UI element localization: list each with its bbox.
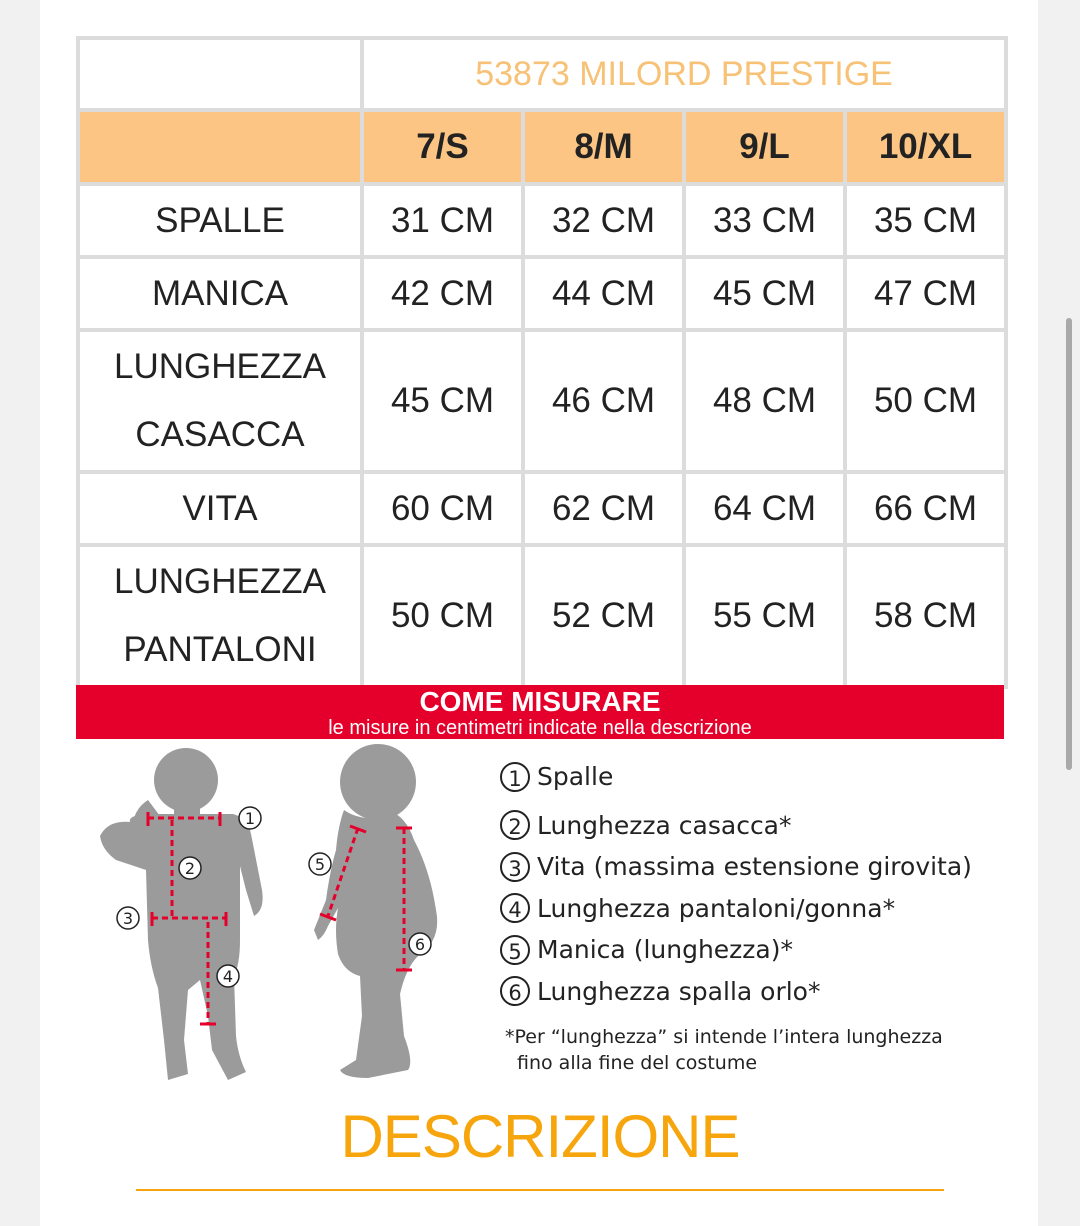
legend-item	[500, 805, 1010, 847]
table-cell: 32 CM	[523, 184, 684, 257]
size-header: 7/S	[362, 110, 523, 184]
marker-label: 6	[414, 935, 426, 954]
marker-6	[409, 933, 431, 955]
size-header: 9/L	[684, 110, 845, 184]
legend-item	[500, 888, 1010, 930]
table-cell: 31 CM	[362, 184, 523, 257]
size-header-row	[78, 110, 1006, 184]
legend-number: 3	[500, 852, 530, 882]
table-cell: 42 CM	[362, 257, 523, 330]
table-cell: 62 CM	[523, 472, 684, 545]
legend-item	[500, 971, 1010, 1013]
marker-label: 5	[314, 855, 326, 874]
note-line: *Per “lunghezza” si intende l’intera lunghezza	[505, 1026, 943, 1048]
legend-text: Spalle	[537, 762, 614, 792]
legend-number: 1	[500, 762, 530, 792]
legend-number: 5	[500, 935, 530, 965]
product-title: 53873 MILORD PRESTIGE	[362, 38, 1006, 110]
table-cell: 48 CM	[684, 330, 845, 472]
row-label-line: CASACCA	[135, 415, 305, 454]
description-divider	[136, 1189, 944, 1191]
table-cell: 45 CM	[362, 330, 523, 472]
marker-3	[117, 907, 139, 929]
table-cell: 46 CM	[523, 330, 684, 472]
table-row	[78, 184, 1006, 257]
table-cell: 58 CM	[845, 545, 1006, 687]
table-corner-cell	[78, 38, 362, 110]
measurement-figure	[88, 740, 468, 1100]
table-cell: 44 CM	[523, 257, 684, 330]
legend-text: Lunghezza pantaloni/gonna*	[537, 893, 896, 923]
description-heading: DESCRIZIONE	[340, 1103, 740, 1170]
table-cell: 50 CM	[362, 545, 523, 687]
legend-text: Manica (lunghezza)*	[537, 935, 793, 965]
scrollbar[interactable]	[1066, 318, 1072, 770]
legend-item	[500, 756, 1010, 798]
legend-number: 4	[500, 893, 530, 923]
table-row	[78, 330, 1006, 472]
legend-item	[500, 929, 1010, 971]
row-label: SPALLE	[78, 184, 362, 257]
row-label: MANICA	[78, 257, 362, 330]
row-label: VITA	[78, 472, 362, 545]
marker-label: 4	[222, 967, 234, 986]
size-header: 10/XL	[845, 110, 1006, 184]
marker-2	[179, 857, 201, 879]
table-cell: 45 CM	[684, 257, 845, 330]
table-cell: 66 CM	[845, 472, 1006, 545]
legend-item	[500, 846, 1010, 888]
measurement-legend	[500, 756, 1010, 1012]
row-label	[78, 545, 362, 687]
table-title-row	[78, 38, 1006, 110]
row-label	[78, 330, 362, 472]
table-cell: 33 CM	[684, 184, 845, 257]
table-row	[78, 257, 1006, 330]
legend-text: Lunghezza casacca*	[537, 810, 792, 840]
marker-1	[239, 807, 261, 829]
child-side-silhouette	[314, 744, 437, 1078]
marker-4	[217, 965, 239, 987]
table-cell: 52 CM	[523, 545, 684, 687]
table-cell: 60 CM	[362, 472, 523, 545]
row-label-line: PANTALONI	[123, 630, 317, 669]
table-cell: 50 CM	[845, 330, 1006, 472]
note-line: fino alla fine del costume	[517, 1052, 758, 1074]
marker-label: 1	[244, 809, 256, 828]
banner-title: COME MISURARE	[419, 686, 661, 717]
legend-text: Lunghezza spalla orlo*	[537, 976, 821, 1006]
table-cell: 55 CM	[684, 545, 845, 687]
row-label-line: LUNGHEZZA	[114, 347, 326, 386]
size-header: 8/M	[523, 110, 684, 184]
table-row	[78, 545, 1006, 687]
table-cell: 35 CM	[845, 184, 1006, 257]
legend-number: 6	[500, 976, 530, 1006]
table-cell: 47 CM	[845, 257, 1006, 330]
marker-label: 3	[122, 909, 134, 928]
length-note	[505, 1024, 1005, 1076]
table-row	[78, 472, 1006, 545]
marker-label: 2	[184, 859, 196, 878]
banner-subtitle: le misure in centimetri indicate nella descrizione	[328, 717, 752, 739]
size-chart-table	[76, 36, 1008, 689]
table-cell: 64 CM	[684, 472, 845, 545]
row-label-line: LUNGHEZZA	[114, 562, 326, 601]
marker-5	[309, 853, 331, 875]
legend-text: Vita (massima estensione girovita)	[537, 852, 972, 882]
size-header-blank	[78, 110, 362, 184]
how-to-measure-banner	[76, 685, 1004, 739]
legend-number: 2	[500, 810, 530, 840]
